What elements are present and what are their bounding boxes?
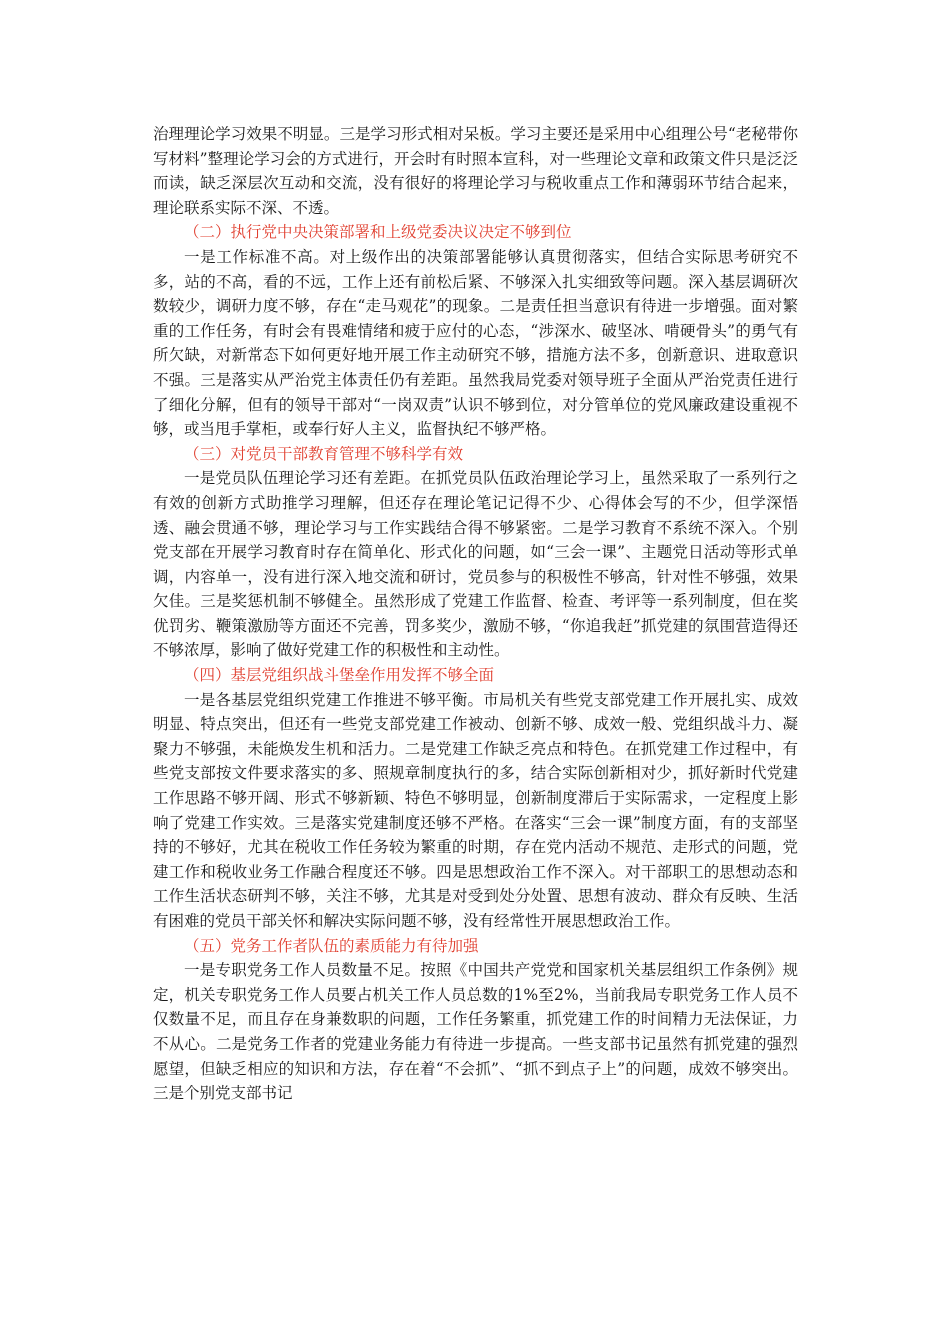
document-body: [153, 122, 798, 1106]
section-heading-2: （二）执行党中央决策部署和上级党委决议决定不够到位: [184, 223, 572, 242]
body-paragraph: 一是专职党务工作人员数量不足。按照《中国共产党党和国家机关基层组织工作条例》规定，机关专职党务工作人员要占机关工作人员总数的1%至2%，当前我局专职党务工作人员不仅数量不足，而且存在身兼数职的问题，工作任务繁重，抓党建工作的时间精力无法保证，力不从心。二是党务工作者的党建业务能力有待进一步提高。一些支部书记虽然有抓党建的强烈愿望，但缺乏相应的知识和方法，存在着“不会抓”、“抓不到点子上”的问题，成效不够突出。三是个别党支部书记: [153, 961, 798, 1103]
section-heading-5: （五）党务工作者队伍的素质能力有待加强: [184, 936, 479, 955]
body-paragraph: 一是党员队伍理论学习还有差距。在抓党员队伍政治理论学习上，虽然采取了一系列行之有效的创新方式助推学习理解，但还存在理论笔记记得不少、心得体会写的不少，但学深悟透、融会贯通不够，理论学习与工作实践结合得不够紧密。二是学习教育不系统不深入。个别党支部在开展学习教育时存在简单化、形式化的问题，如“三会一课”、主题党日活动等形式单调，内容单一，没有进行深入地交流和研讨，党员参与的积极性不够高，针对性不够强，效果欠佳。三是奖惩机制不够健全。虽然形成了党建工作监督、检查、考评等一系列制度，但在奖优罚劣、鞭策激励等方面还不完善，罚多奖少，激励不够，“你追我赶”抓党建的氛围营造得还不够浓厚，影响了做好党建工作的积极性和主动性。: [153, 469, 798, 660]
section-heading-4: （四）基层党组织战斗堡垒作用发挥不够全面: [184, 666, 495, 685]
body-paragraph: 治理理论学习效果不明显。三是学习形式相对呆板。学习主要还是采用中心组理公号“老秘带你写材料”整理论学习会的方式进行，开会时有时照本宣科，对一些理论文章和政策文件只是泛泛而读，缺乏深层次互动和交流，没有很好的将理论学习与税收重点工作和薄弱环节结合起来，理论联系实际不深、不透。: [153, 125, 798, 217]
section-heading-3: （三）对党员干部教育管理不够科学有效: [184, 444, 464, 463]
body-paragraph: 一是各基层党组织党建工作推进不够平衡。市局机关有些党支部党建工作开展扎实、成效明显、特点突出，但还有一些党支部党建工作被动、创新不够、成效一般、党组织战斗力、凝聚力不够强，未能焕发生机和活力。二是党建工作缺乏亮点和特色。在抓党建工作过程中，有些党支部按文件要求落实的多、照规章制度执行的多，结合实际创新相对少，抓好新时代党建工作思路不够开阔、形式不够新颖、特色不够明显，创新制度滞后于实际需求，一定程度上影响了党建工作实效。三是落实党建制度还够不严格。在落实“三会一课”制度方面，有的支部坚持的不够好，尤其在税收工作任务较为繁重的时期，存在党内活动不规范、走形式的问题，党建工作和税收业务工作融合程度还不够。四是思想政治工作不深入。对干部职工的思想动态和工作生活状态研判不够，关注不够，尤其是对受到处分处置、思想有波动、群众有反映、生活有困难的党员干部关怀和解决实际问题不够，没有经常性开展思想政治工作。: [153, 690, 798, 930]
body-paragraph: 一是工作标准不高。对上级作出的决策部署能够认真贯彻落实，但结合实际思考研究不多，站的不高，看的不远，工作上还有前松后紧、不够深入扎实细致等问题。深入基层调研次数较少，调研力度不够，存在“走马观花”的现象。二是责任担当意识有待进一步增强。面对繁重的工作任务，有时会有畏难情绪和疲于应付的心态，“涉深水、破坚冰、啃硬骨头”的勇气有所欠缺，对新常态下如何更好地开展工作主动研究不够，措施方法不多，创新意识、进取意识不强。三是落实从严治党主体责任仍有差距。虽然我局党委对领导班子全面从严治党责任进行了细化分解，但有的领导干部对“一岗双责”认识不够到位，对分管单位的党风廉政建设重视不够，或当甩手掌柜，或奉行好人主义，监督执纪不够严格。: [153, 247, 798, 439]
